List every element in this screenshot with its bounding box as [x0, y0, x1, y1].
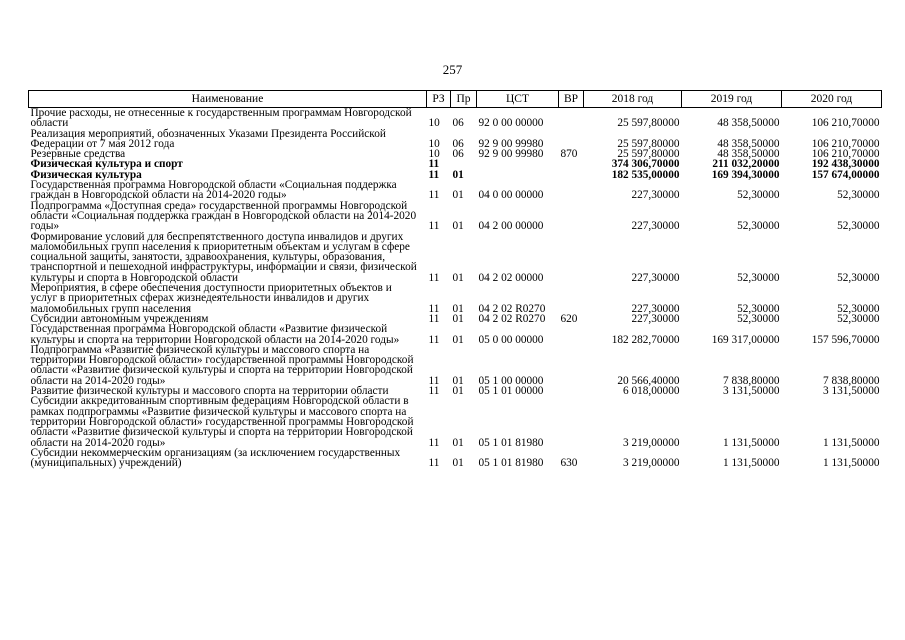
cell-2020: 52,30000 [837, 271, 880, 284]
cell-2020: 52,30000 [837, 220, 880, 233]
cell-vr: 630 [560, 457, 578, 470]
cell-2020: 52,30000 [837, 189, 880, 202]
cell-pr: 01 [452, 436, 464, 449]
cell-2018: 374 306,70000 [611, 158, 680, 171]
cell-pr: 01 [452, 374, 464, 387]
cell-cst [477, 170, 559, 180]
cell-cst: 04 2 00 00000 [478, 220, 544, 233]
cell-2019: 52,30000 [737, 302, 780, 315]
cell-2019: 7 838,80000 [723, 374, 780, 387]
cell-2019: 52,30000 [737, 189, 780, 202]
cell-name: Субсидии некоммерческим организациям (за исключением государственных (муниципальных) учреждений) [30, 446, 401, 470]
cell-cst: 04 2 02 R0270 [478, 312, 546, 325]
cell-2019: 52,30000 [737, 271, 780, 284]
cell-name: Реализация мероприятий, обозначенных Указами Президента Российской Федерации от 7 мая 2012 года [30, 127, 386, 150]
table-row [29, 232, 882, 283]
cell-rz: 11 [428, 385, 440, 398]
cell-pr: 01 [452, 189, 464, 202]
table-row [29, 201, 882, 232]
cell-2020: 52,30000 [837, 312, 880, 325]
cell-rz: 11 [428, 374, 440, 387]
cell-2019: 52,30000 [737, 312, 780, 325]
cell-pr: 01 [452, 220, 464, 233]
cell-cst: 05 1 00 00000 [478, 374, 544, 387]
cell-rz: 11 [428, 271, 440, 284]
cell-name: Государственная программа Новгородской области «Развитие физической культуры и спорта на территории Новгородской области на 2014-2020 годы» [30, 323, 400, 346]
cell-rz: 10 [428, 148, 440, 161]
cell-cst: 05 0 00 00000 [478, 333, 544, 346]
table-row [29, 180, 882, 201]
cell-vr [559, 345, 584, 386]
header-vr: ВР [559, 91, 584, 108]
cell-vr [559, 396, 584, 447]
cell-rz: 11 [428, 189, 440, 202]
header-pr: Пр [451, 91, 477, 108]
cell-name: Субсидии автономным учреждениям [30, 312, 209, 325]
cell-rz: 11 [428, 158, 440, 171]
cell-2019: 48 358,50000 [717, 137, 780, 150]
cell-pr: 01 [452, 457, 464, 470]
cell-vr [559, 180, 584, 201]
cell-2018: 6 018,00000 [623, 385, 680, 398]
cell-pr: 01 [452, 302, 464, 315]
cell-2020: 52,30000 [837, 302, 880, 315]
cell-vr [559, 170, 584, 180]
table-row [29, 324, 882, 345]
cell-name: Физическая культура [30, 168, 142, 181]
cell-name: Формирование условий для беспрепятственного доступа инвалидов и других маломобильных групп населения к приоритетным объектам и услугам в сфере социальной защиты, занятости, здравоохранения, культуры, образования, транспортной и пешеходной инфраструктуры, информации и связи, физической культуры и спорта в Новгородской области [30, 230, 417, 284]
page-number: 257 [442, 62, 463, 77]
cell-pr: 01 [452, 168, 464, 181]
cell-vr [559, 129, 584, 150]
cell-vr [559, 159, 584, 169]
cell-2018: 25 597,80000 [617, 117, 680, 130]
cell-2018: 182 282,70000 [611, 333, 680, 346]
cell-2018: 20 566,40000 [617, 374, 680, 387]
cell-cst: 04 2 02 R0270 [478, 302, 546, 315]
cell-rz: 10 [428, 117, 440, 130]
table-row [29, 448, 882, 469]
cell-2018: 25 597,80000 [617, 137, 680, 150]
cell-name: Субсидии аккредитованным спортивным федерациям Новгородской области в рамках подпрограммы «Развитие физической культуры и массового спорта на территории Новгородской области» государственной программы Новгородской области «Развитие физической культуры и спорта на территории Новгородской области на 2014-2020 годы» [30, 395, 414, 449]
cell-2019: 1 131,50000 [723, 457, 780, 470]
table-row [29, 129, 882, 150]
table-row [29, 396, 882, 447]
cell-cst: 05 1 01 00000 [478, 385, 544, 398]
cell-vr [559, 324, 584, 345]
cell-rz: 10 [428, 137, 440, 150]
cell-pr: 01 [452, 271, 464, 284]
table-body [29, 108, 882, 469]
cell-2018: 227,30000 [631, 302, 680, 315]
cell-rz: 11 [428, 457, 440, 470]
cell-2019: 169 394,30000 [711, 168, 780, 181]
cell-rz: 11 [428, 168, 440, 181]
cell-2020: 106 210,70000 [811, 148, 880, 161]
cell-vr [559, 232, 584, 283]
cell-2018: 3 219,00000 [623, 436, 680, 449]
cell-2018: 227,30000 [631, 220, 680, 233]
cell-name: Развитие физической культуры и массового спорта на территории области [30, 385, 389, 398]
cell-2020: 157 674,00000 [811, 168, 880, 181]
cell-pr: 01 [452, 333, 464, 346]
cell-cst: 04 2 02 00000 [478, 271, 544, 284]
cell-cst: 04 0 00 00000 [478, 189, 544, 202]
cell-pr: 01 [452, 385, 464, 398]
header-rz: РЗ [427, 91, 451, 108]
cell-name: Резервные средства [30, 148, 126, 161]
cell-2018: 227,30000 [631, 271, 680, 284]
header-cst: ЦСТ [477, 91, 559, 108]
cell-2019: 3 131,50000 [723, 385, 780, 398]
table-row [29, 108, 882, 129]
cell-name: Подпрограмма «Доступная среда» государственной программы Новгородской области «Социальная поддержка граждан в Новгородской области на 2014-2020 годы» [30, 199, 417, 233]
cell-vr [559, 201, 584, 232]
cell-2019: 1 131,50000 [723, 436, 780, 449]
table-row [29, 345, 882, 386]
cell-2020: 1 131,50000 [823, 457, 880, 470]
cell-rz: 11 [428, 333, 440, 346]
cell-cst: 92 9 00 99980 [478, 148, 544, 161]
cell-2018: 182 535,00000 [611, 168, 680, 181]
table-header-row [29, 91, 882, 108]
cell-2020: 3 131,50000 [823, 385, 880, 398]
cell-pr: 06 [452, 137, 464, 150]
cell-2019: 48 358,50000 [717, 148, 780, 161]
cell-2019: 211 032,20000 [712, 158, 780, 171]
cell-name: Физическая культура и спорт [30, 158, 183, 171]
table-row [29, 283, 882, 314]
header-2019: 2019 год [682, 91, 782, 108]
cell-vr [559, 386, 584, 396]
cell-2019: 169 317,00000 [711, 333, 780, 346]
cell-2020: 1 131,50000 [823, 436, 880, 449]
cell-2020: 192 438,30000 [811, 158, 880, 171]
cell-2019: 52,30000 [737, 220, 780, 233]
cell-2020: 7 838,80000 [823, 374, 880, 387]
cell-vr: 620 [560, 312, 578, 325]
cell-rz: 11 [428, 312, 440, 325]
cell-pr: 06 [452, 117, 464, 130]
header-2018: 2018 год [584, 91, 682, 108]
cell-vr [559, 108, 584, 129]
cell-vr [559, 283, 584, 314]
cell-2018: 227,30000 [631, 312, 680, 325]
budget-table [28, 90, 882, 468]
cell-cst: 05 1 01 81980 [478, 457, 544, 470]
cell-cst: 92 0 00 00000 [478, 117, 544, 130]
cell-2020: 106 210,70000 [811, 117, 880, 130]
cell-name: Подпрограмма «Развитие физической культуры и массового спорта на территории Новгородской области» государственной программы Новгородской области «Развитие физической культуры и спорта на территории Новгородской области на 2014-2020 годы» [30, 343, 414, 387]
cell-2018: 3 219,00000 [623, 457, 680, 470]
cell-name: Мероприятия, в сфере обеспечения доступности приоритетных объектов и услуг в приоритетных сферах жизнедеятельности инвалидов и других маломобильных групп населения [30, 282, 392, 315]
cell-cst: 92 9 00 99980 [478, 137, 544, 150]
header-name: Наименование [29, 91, 427, 108]
cell-2020: 106 210,70000 [811, 137, 880, 150]
cell-rz: 11 [428, 220, 440, 233]
cell-cst: 05 1 01 81980 [478, 436, 544, 449]
cell-2020: 157 596,70000 [811, 333, 880, 346]
cell-rz: 11 [428, 302, 440, 315]
cell-2018: 25 597,80000 [617, 148, 680, 161]
header-2020: 2020 год [782, 91, 882, 108]
cell-name: Государственная программа Новгородской области «Социальная поддержка граждан в Новгородской области на 2014-2020 годы» [30, 179, 397, 202]
cell-pr: 01 [452, 312, 464, 325]
cell-rz: 11 [428, 436, 440, 449]
cell-2018: 227,30000 [631, 189, 680, 202]
cell-pr: 06 [452, 148, 464, 161]
cell-name: Прочие расходы, не отнесенные к государственным программам Новгородской области [30, 107, 412, 130]
cell-vr: 870 [560, 148, 578, 161]
cell-cst [477, 159, 559, 169]
cell-2019: 48 358,50000 [717, 117, 780, 130]
